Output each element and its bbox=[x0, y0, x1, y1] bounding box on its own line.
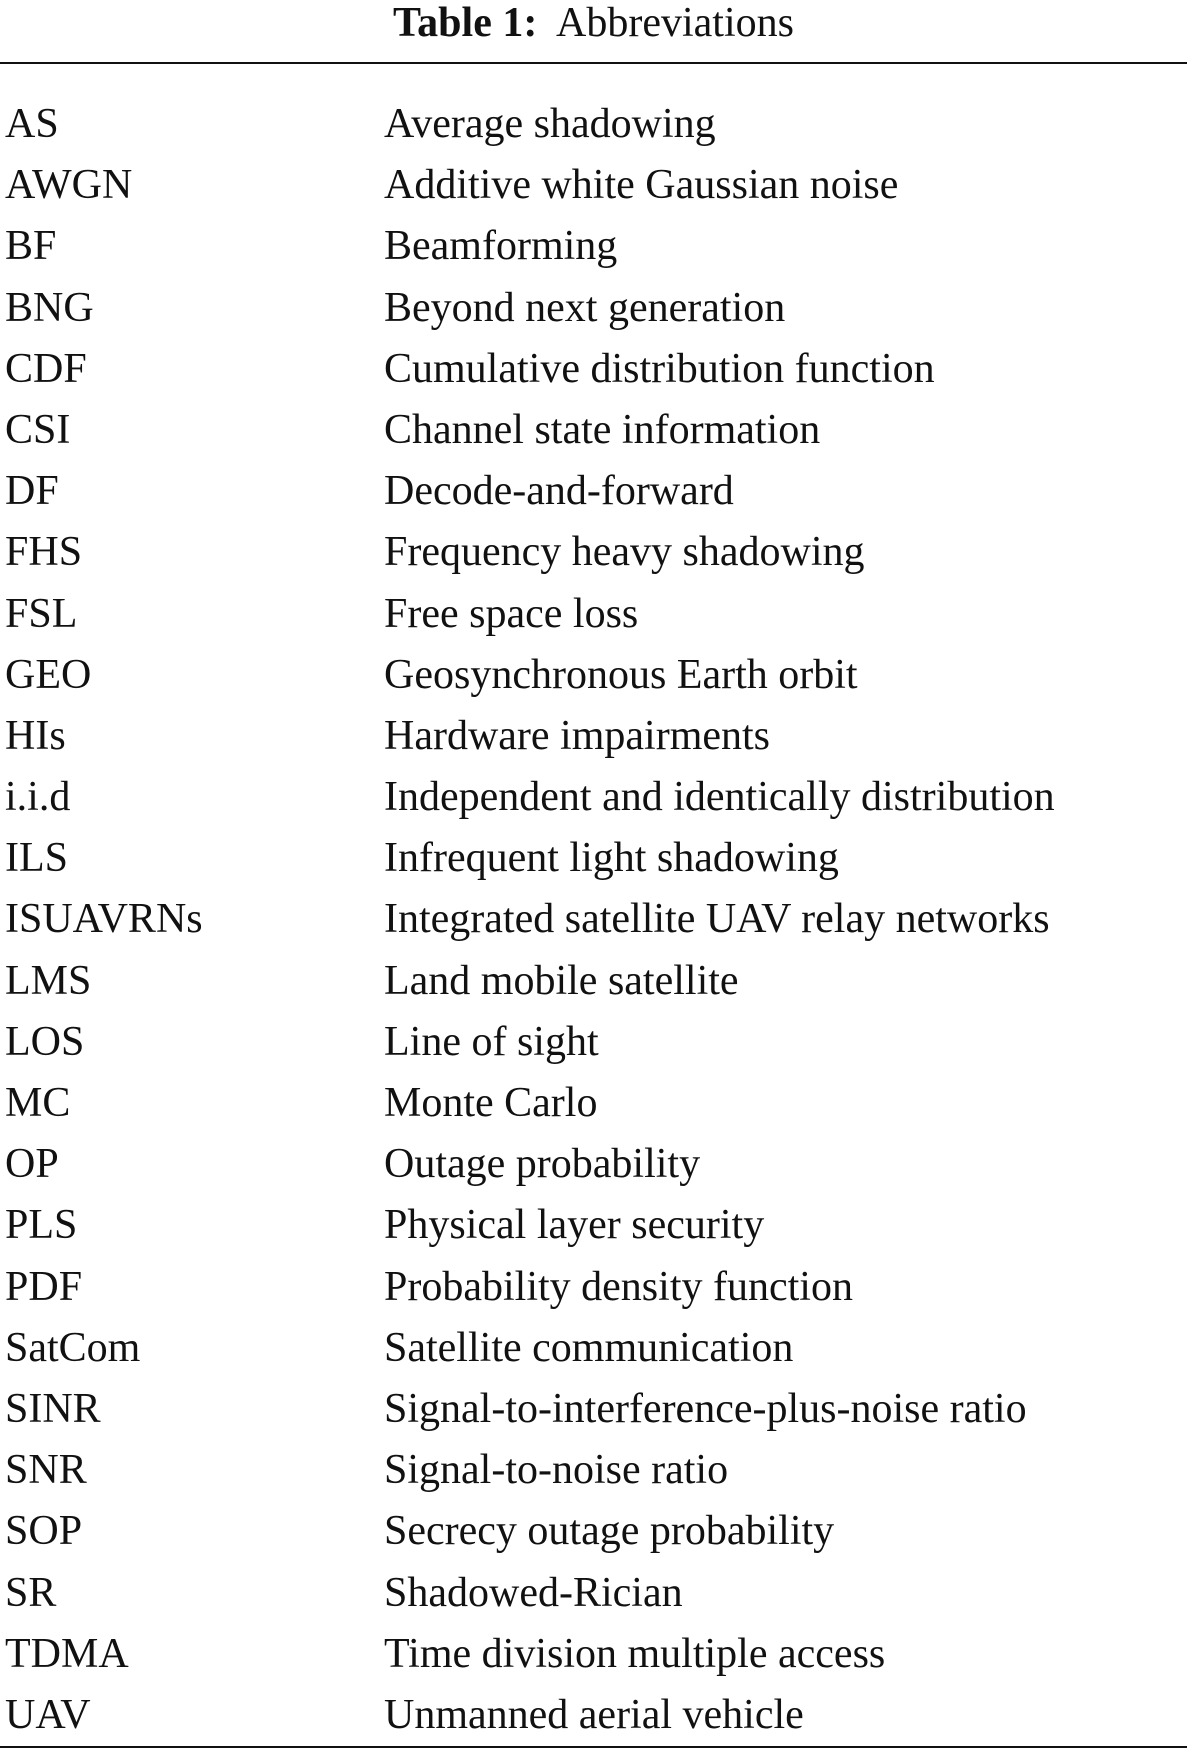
abbreviation-cell: HIs bbox=[5, 712, 66, 759]
table-row bbox=[0, 216, 1187, 277]
table-row bbox=[0, 645, 1187, 706]
table-row bbox=[0, 1318, 1187, 1379]
abbreviation-cell: BF bbox=[5, 223, 57, 270]
abbreviation-cell: AS bbox=[5, 101, 59, 147]
abbreviation-cell: PDF bbox=[5, 1263, 83, 1310]
description-cell: Infrequent light shadowing bbox=[384, 835, 839, 882]
table-row bbox=[0, 1195, 1187, 1256]
description-cell: Decode-and-forward bbox=[384, 468, 734, 515]
description-cell: Time division multiple access bbox=[384, 1630, 886, 1677]
abbreviation-cell: SOP bbox=[5, 1508, 83, 1555]
table-row bbox=[0, 155, 1187, 216]
table-row bbox=[0, 1624, 1187, 1685]
table-row bbox=[0, 339, 1187, 400]
table-top-rule bbox=[0, 62, 1187, 64]
table-bottom-rule bbox=[0, 1746, 1187, 1748]
description-cell: Probability density function bbox=[384, 1263, 853, 1310]
table-caption-label: Table 1: bbox=[393, 0, 538, 46]
abbreviation-cell: TDMA bbox=[5, 1630, 129, 1677]
description-cell: Cumulative distribution function bbox=[384, 345, 935, 392]
description-cell: Integrated satellite UAV relay networks bbox=[384, 896, 1050, 943]
abbreviation-cell: UAV bbox=[5, 1691, 91, 1738]
table-row bbox=[0, 1257, 1187, 1318]
table-row bbox=[0, 1501, 1187, 1562]
table-row bbox=[0, 767, 1187, 828]
table-row bbox=[0, 1379, 1187, 1440]
abbreviation-cell: AWGN bbox=[5, 162, 133, 209]
table-row bbox=[0, 278, 1187, 339]
abbreviation-cell: LOS bbox=[5, 1018, 85, 1065]
description-cell: Independent and identically distribution bbox=[384, 774, 1055, 821]
description-cell: Outage probability bbox=[384, 1141, 701, 1188]
description-cell: Average shadowing bbox=[384, 101, 716, 147]
table-row bbox=[0, 522, 1187, 583]
description-cell: Physical layer security bbox=[384, 1202, 765, 1249]
description-cell: Shadowed-Rician bbox=[384, 1569, 683, 1616]
description-cell: Line of sight bbox=[384, 1018, 599, 1065]
table-row bbox=[0, 1012, 1187, 1073]
description-cell: Signal-to-noise ratio bbox=[384, 1447, 729, 1494]
table-row bbox=[0, 951, 1187, 1012]
table-row bbox=[0, 889, 1187, 950]
table-row bbox=[0, 400, 1187, 461]
abbreviation-cell: SNR bbox=[5, 1447, 87, 1494]
table-row bbox=[0, 706, 1187, 767]
abbreviation-cell: SatCom bbox=[5, 1324, 141, 1371]
table-row bbox=[0, 1563, 1187, 1624]
description-cell: Unmanned aerial vehicle bbox=[384, 1691, 804, 1738]
abbreviation-cell: LMS bbox=[5, 957, 92, 1004]
abbreviations-table bbox=[0, 94, 1187, 1746]
description-cell: Hardware impairments bbox=[384, 712, 771, 759]
description-cell: Land mobile satellite bbox=[384, 957, 739, 1004]
abbreviation-cell: BNG bbox=[5, 284, 94, 331]
abbreviation-cell: GEO bbox=[5, 651, 92, 698]
table-row bbox=[0, 828, 1187, 889]
description-cell: Free space loss bbox=[384, 590, 639, 637]
abbreviation-cell: FHS bbox=[5, 529, 83, 576]
table-caption-title: Abbreviations bbox=[556, 0, 794, 46]
description-cell: Beyond next generation bbox=[384, 284, 786, 331]
abbreviation-cell: ISUAVRNs bbox=[5, 896, 203, 943]
abbreviation-cell: SR bbox=[5, 1569, 57, 1616]
abbreviation-cell: SINR bbox=[5, 1385, 101, 1432]
abbreviation-cell: i.i.d bbox=[5, 774, 71, 821]
description-cell: Channel state information bbox=[384, 406, 821, 453]
abbreviation-cell: PLS bbox=[5, 1202, 78, 1249]
description-cell: Secrecy outage probability bbox=[384, 1508, 835, 1555]
table-row bbox=[0, 461, 1187, 522]
description-cell: Monte Carlo bbox=[384, 1080, 598, 1126]
table-row bbox=[0, 584, 1187, 645]
table-row bbox=[0, 1073, 1187, 1134]
abbreviation-cell: CSI bbox=[5, 406, 71, 453]
abbreviation-cell: OP bbox=[5, 1141, 59, 1188]
abbreviation-cell: FSL bbox=[5, 590, 78, 637]
description-cell: Beamforming bbox=[384, 223, 618, 270]
table-row bbox=[0, 1134, 1187, 1195]
description-cell: Additive white Gaussian noise bbox=[384, 162, 899, 209]
description-cell: Geosynchronous Earth orbit bbox=[384, 651, 858, 698]
description-cell: Satellite communication bbox=[384, 1324, 794, 1371]
abbreviation-cell: MC bbox=[5, 1080, 71, 1126]
description-cell: Signal-to-interference-plus-noise ratio bbox=[384, 1385, 1027, 1432]
abbreviation-cell: CDF bbox=[5, 345, 87, 392]
abbreviation-cell: DF bbox=[5, 468, 59, 515]
table-caption bbox=[0, 0, 1187, 46]
abbreviation-cell: ILS bbox=[5, 835, 68, 882]
table-row bbox=[0, 94, 1187, 155]
table-row bbox=[0, 1440, 1187, 1501]
description-cell: Frequency heavy shadowing bbox=[384, 529, 865, 576]
table-row bbox=[0, 1685, 1187, 1746]
